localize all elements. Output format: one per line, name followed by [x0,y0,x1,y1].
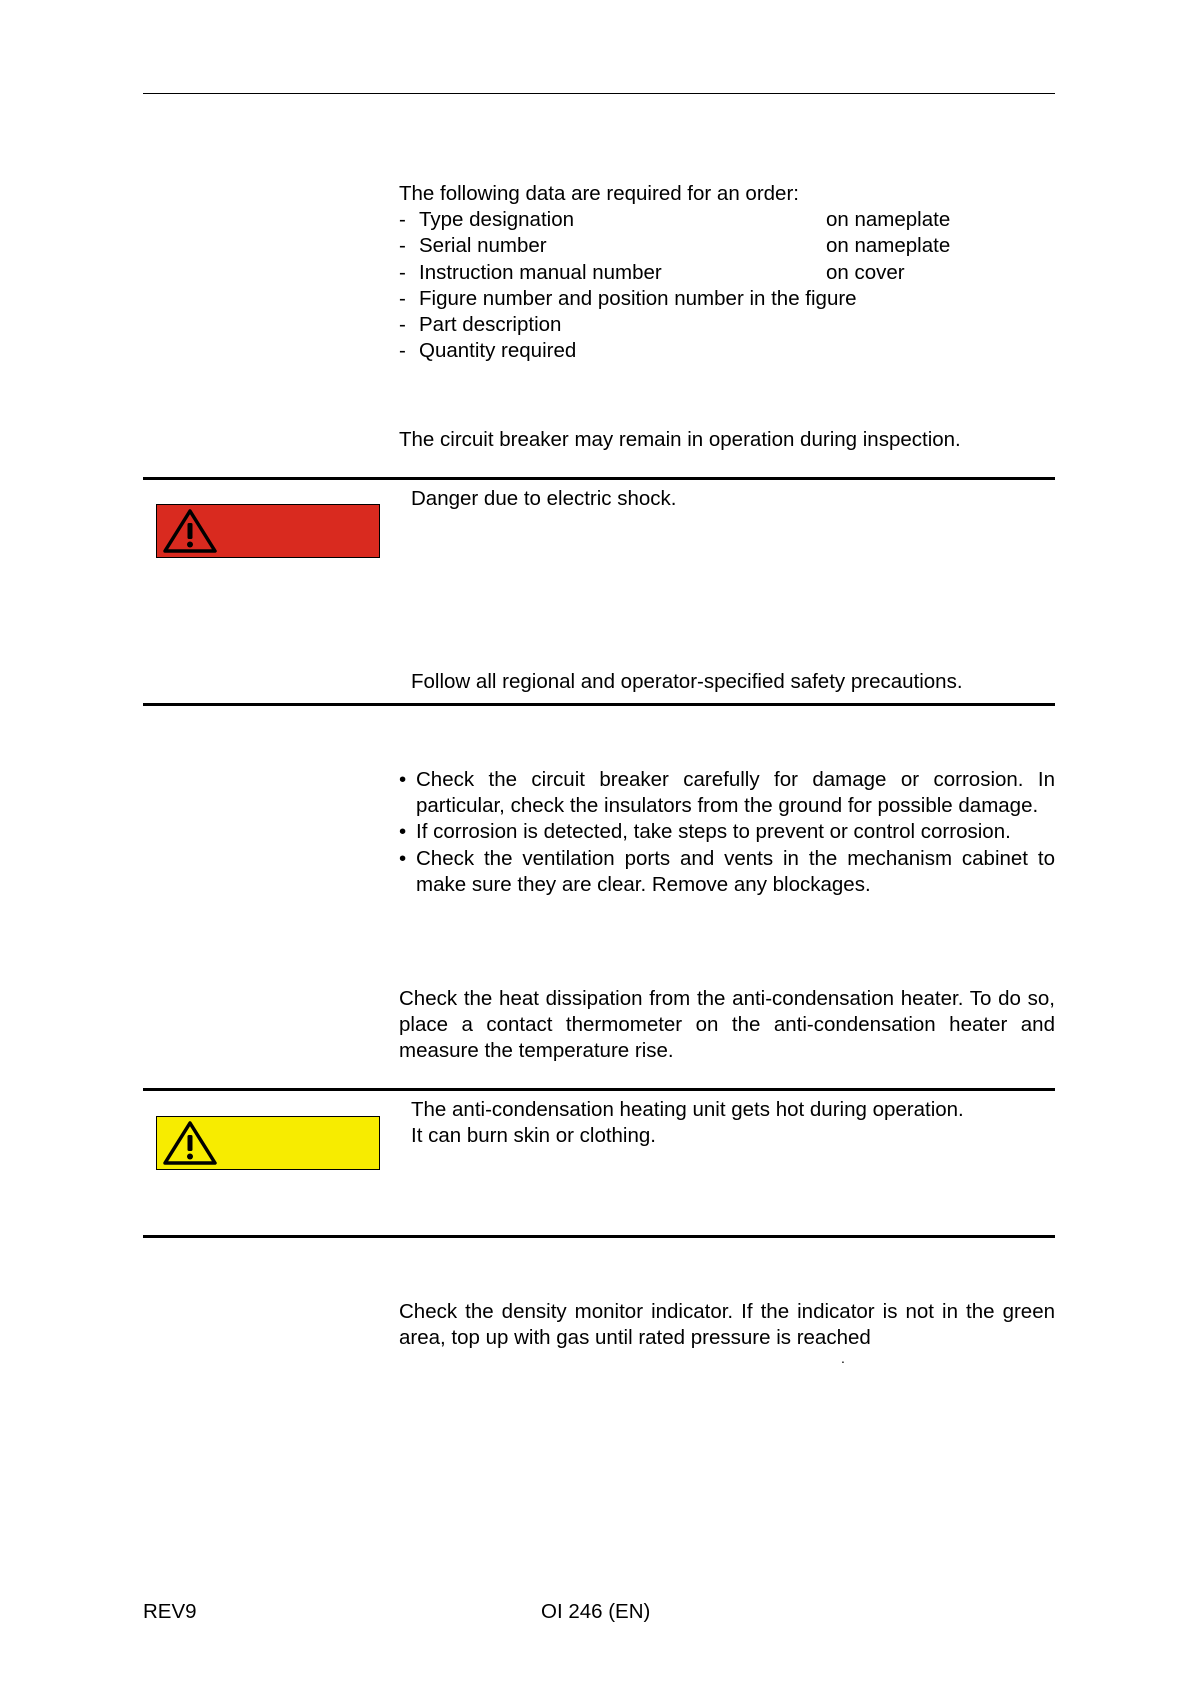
danger-message: Danger due to electric shock. [411,487,677,510]
warning-triangle-icon [162,1120,218,1166]
caution-bottom-rule [143,1235,1055,1238]
density-text: Check the density monitor indicator. If the indicator is not in the green area, top up with gas until rated pressure is reached [399,1300,1055,1350]
danger-bottom-rule [143,703,1055,706]
order-item: - Type designation on nameplate [399,208,951,232]
order-item: - Part description [399,312,562,336]
list-item: • Check the circuit breaker carefully for damage or corrosion. In particular, check the insulators from the ground for possible damage. [399,768,1055,818]
order-item: - Quantity required [399,339,577,363]
heater-text: Check the heat dissipation from the anti-condensation heater. To do so, place a contact thermometer on the anti-condensation heater and measure the temperature rise. [399,987,1055,1063]
density-dot: . [841,1350,845,1366]
inspection-text: The circuit breaker may remain in operation during inspection. [399,428,961,451]
order-intro: The following data are required for an order: [399,182,799,205]
danger-footer: Follow all regional and operator-specified safety precautions. [411,670,963,693]
list-item: • If corrosion is detected, take steps to prevent or control corrosion. [399,820,1011,844]
header-rule [143,93,1055,94]
caution-message: The anti-condensation heating unit gets hot during operation. It can burn skin or clothing. [411,1098,964,1148]
footer-doc-number: OI 246 (EN) [541,1600,651,1623]
danger-top-rule [143,477,1055,480]
footer-revision: REV9 [143,1600,197,1623]
danger-sign [156,504,380,558]
caution-sign [156,1116,380,1170]
warning-triangle-icon [162,508,218,554]
list-item: • Check the ventilation ports and vents in the mechanism cabinet to make sure they are clear. Remove any blockages. [399,846,1055,896]
order-item: - Instruction manual number on cover [399,260,905,284]
order-item: - Serial number on nameplate [399,234,951,258]
order-section [399,181,1055,364]
visual-check-list [399,767,1055,898]
order-item: - Figure number and position number in the figure [399,286,857,310]
caution-top-rule [143,1088,1055,1091]
